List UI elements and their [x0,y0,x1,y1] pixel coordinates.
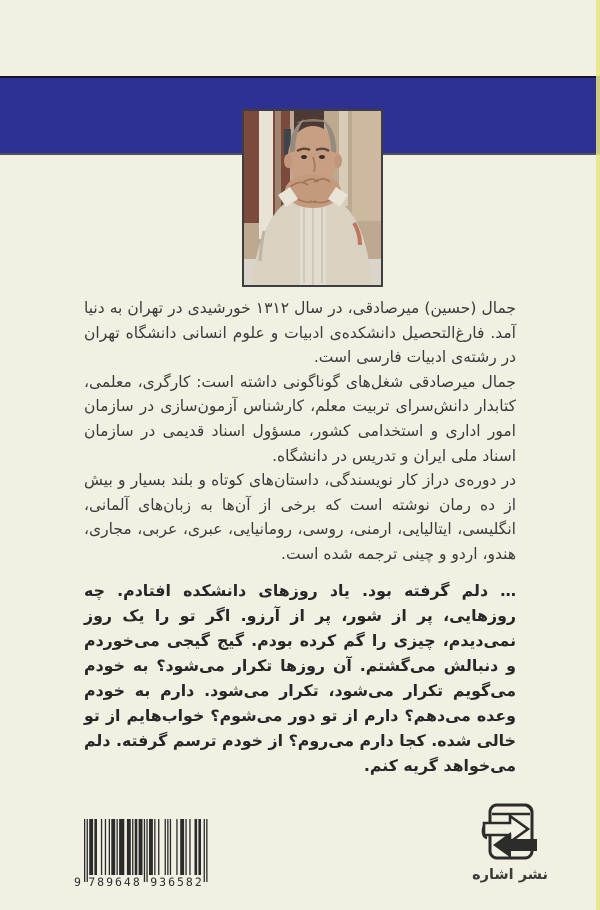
barcode-digits [74,875,208,889]
barcode-digit-group1: 789648 [88,875,142,889]
bio-paragraph: جمال (حسین) میرصادقی، در سال ۱۳۱۲ خورشیدی در تهران به دنیا آمد. فارغ‌التحصیل دانشکده‌ی ادبیات و علوم انسانی دانشگاه تهران در رشته‌ی ادبیات فارسی است. [84,299,516,367]
barcode-bars [84,819,208,883]
author-photo [242,109,383,287]
bio-paragraph: در دوره‌ی دراز کار نویسندگی، داستان‌های کوتاه و بلند بسیار و بیش از ده رمان نوشته است که برخی از آن‌ها به زبان‌های آلمانی، انگلیسی، ایتالیایی، ارمنی، روسی، رومانیایی، عبری، عربی، مجاری، هندو، اردو و چینی ترجمه شده است. [84,471,516,563]
publisher-mark [472,802,548,883]
author-portrait-illustration [244,111,381,285]
barcode-digit-first: 9 [74,875,81,889]
publisher-name: نشر اشاره [472,867,548,883]
back-cover-text [84,296,516,778]
book-excerpt: … دلم گرفته بود. یاد روزهای دانشکده افتادم. چه روزهایی، پر از شور، پر از آرزو. اگر تو را یک روز نمی‌دیدم، چیزی را گم کرده بودم. گیج گیجی می‌خوردم و دنبالش می‌گشتم. آن روزها تکرار می‌شود؟ به خودم می‌گویم تکرار می‌شود، تکرار می‌شود. دارم به خودم وعده می‌دهم؟ دارم از تو دور می‌شوم؟ خواب‌هایم از تو خالی شده. کجا دارم می‌روم؟ از خودم ترسم گرفته. دلم می‌خواهد گریه کنم. [84,580,516,775]
barcode-digit-group2: 936582 [150,875,204,889]
bio-paragraph: جمال میرصادقی شغل‌های گوناگونی داشته است: کارگری، معلمی، کتابدار دانش‌سرای تربیت معلم، کارشناس آزمون‌سازی در سازمان امور اداری و استخدامی کشور، مسؤول اسناد قدیمی در سازمان اسناد ملی ایران و تدریس در دانشگاه. [84,372,516,465]
isbn-barcode [74,819,220,891]
publisher-logo-icon [480,802,540,864]
page-edge-strip [596,0,600,910]
